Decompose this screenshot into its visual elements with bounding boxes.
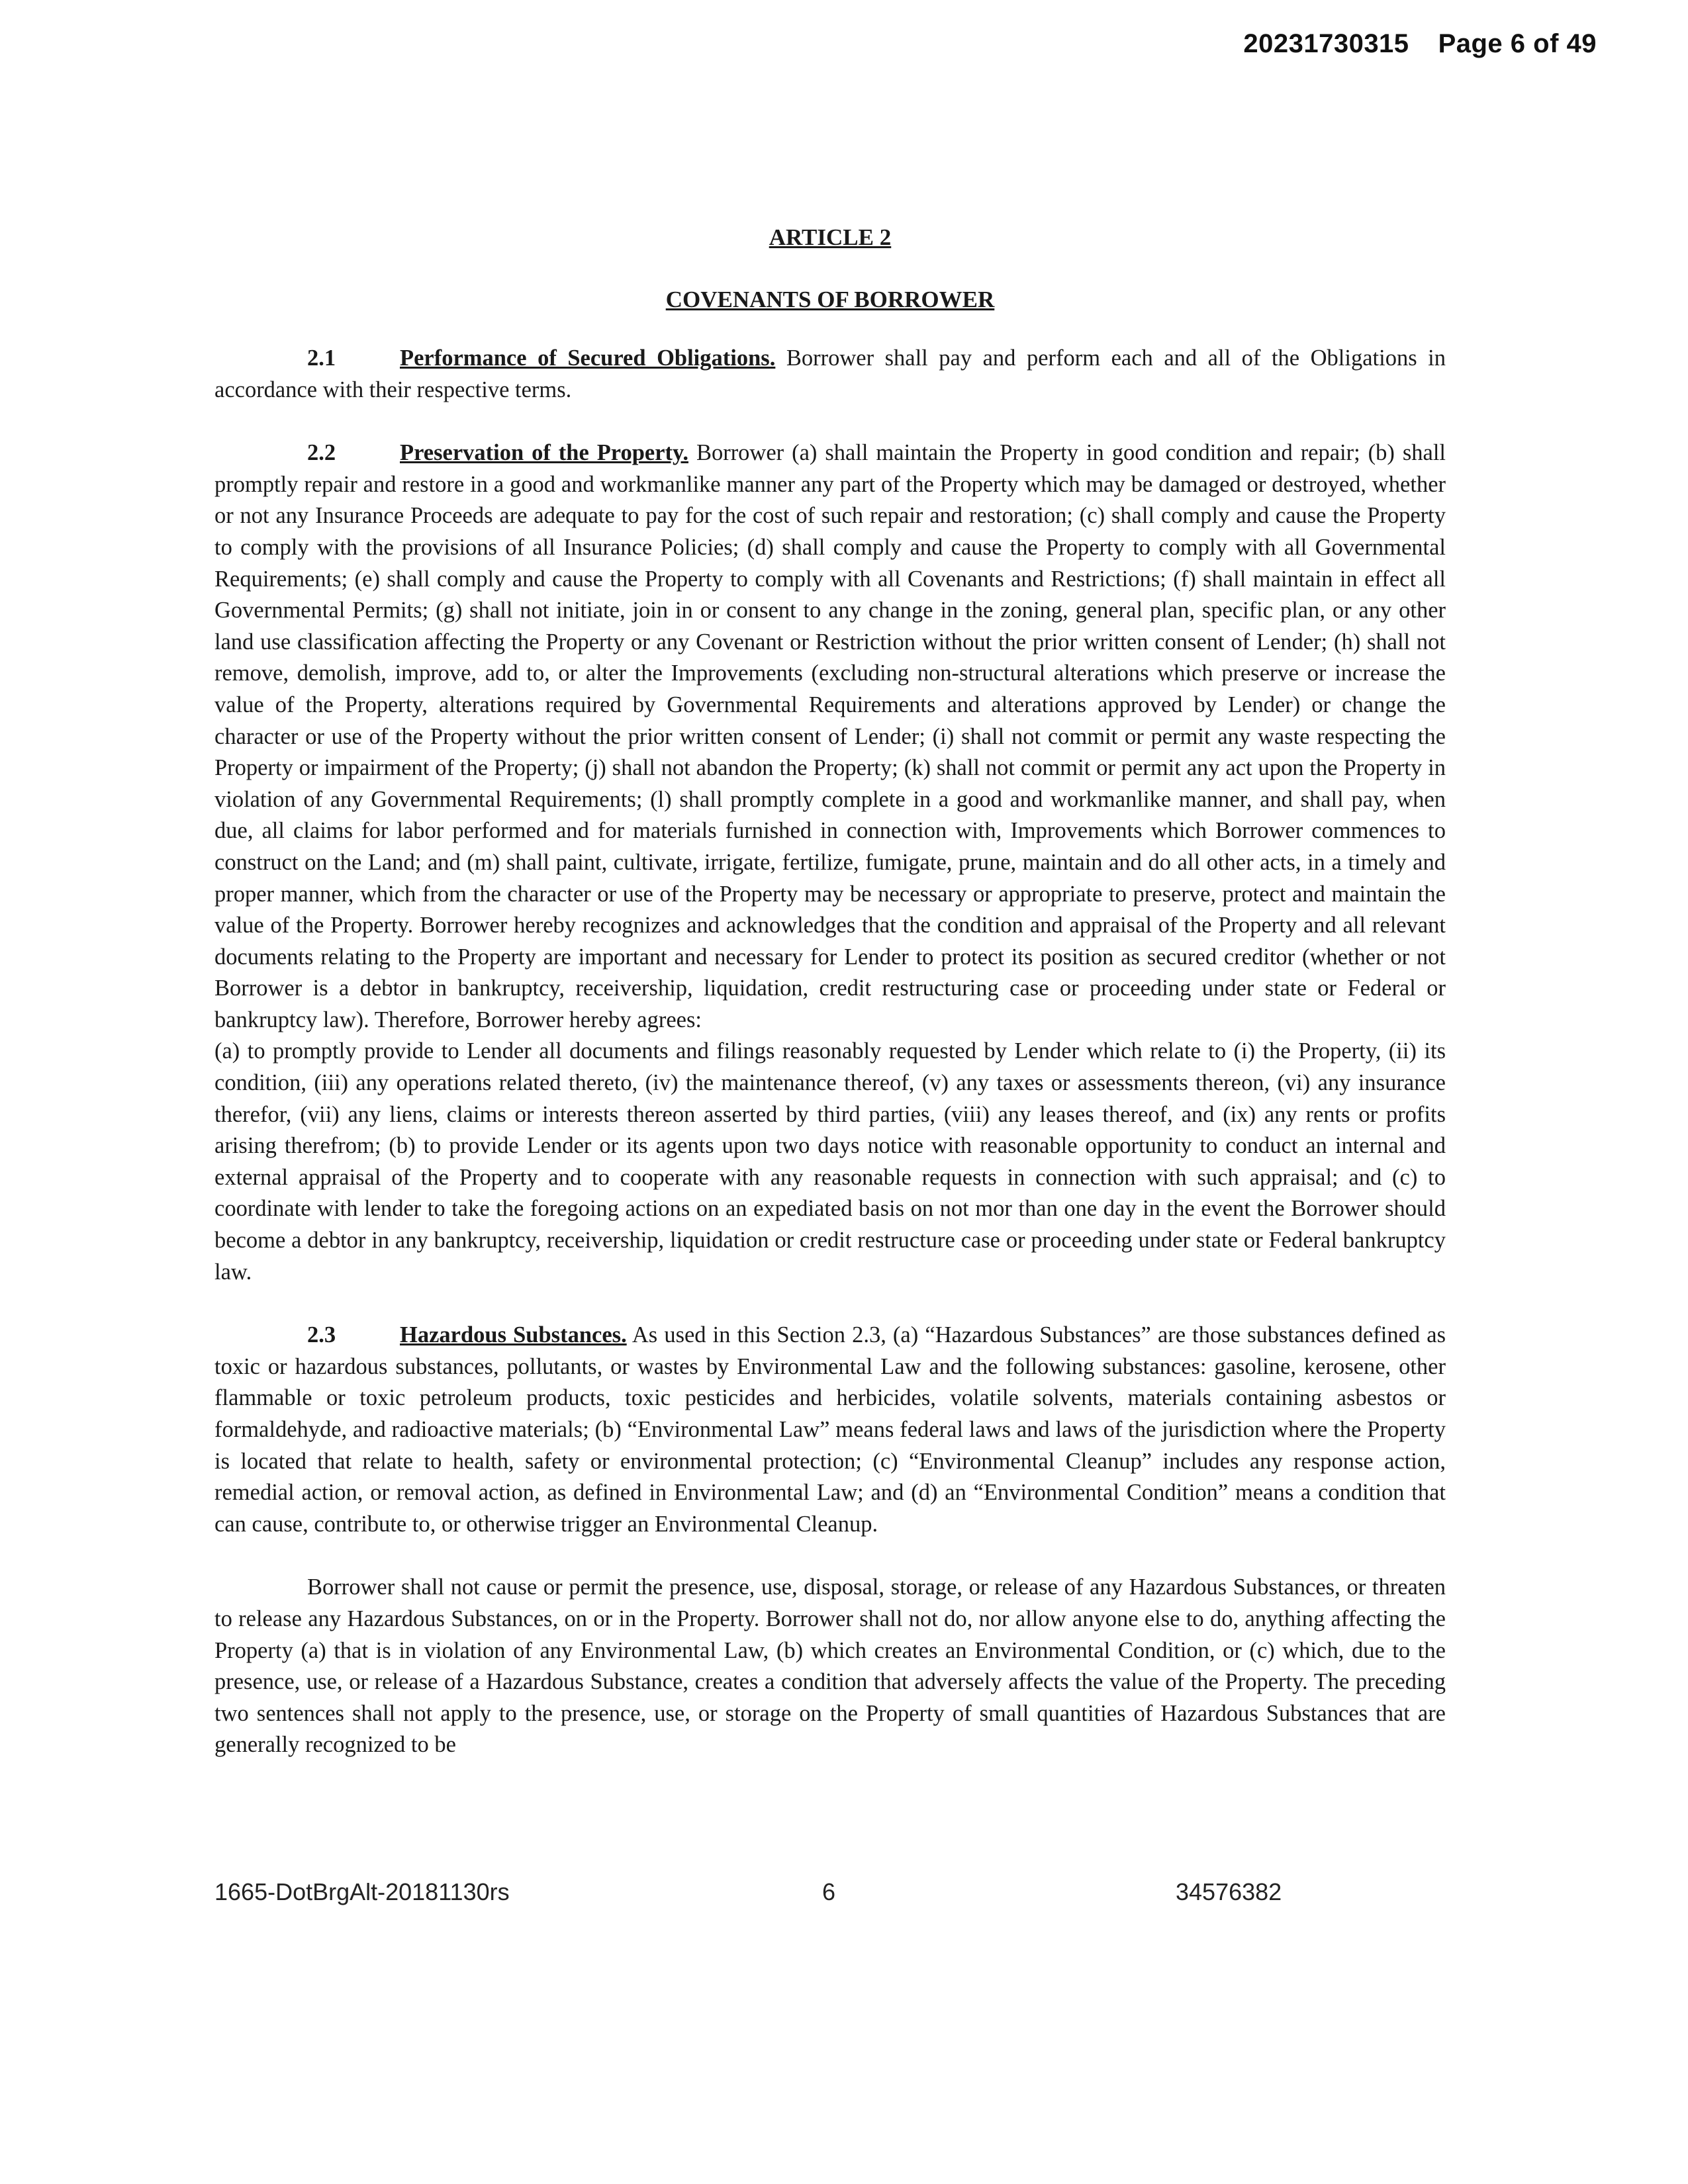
section-2-2-continuation: (a) to promptly provide to Lender all documents and filings reasonably requested by Lender which relate to (i) the Property, (ii) its condition, (iii) any operations related thereto, (iv) the maintenance thereof, (v) any taxes or assessments thereon, (vi) any insurance therefor, (vii) any liens, claims or interests thereon asserted by third parties, (viii) any leases thereof, and (ix) any rents or profits arising therefrom; (b) to provide Lender or its agents upon two days notice with reasonable opportunity to conduct an internal and external appraisal of the Property and to cooperate with any reasonable requests in connection with such appraisal; and (c) to coordinate with lender to take the foregoing actions on an expediated basis on not mor than one day in the event the Borrower should become a debtor in any bankruptcy, receivership, liquidation or credit restructure case or proceeding under state or Federal bankruptcy law. xyxy=(214,1038,1446,1285)
recording-stamp xyxy=(1243,29,1597,59)
recording-number: 20231730315 xyxy=(1243,29,1409,58)
section-2-3 xyxy=(214,1320,1446,1540)
section-heading: Hazardous Substances. xyxy=(400,1322,627,1348)
article-subtitle: COVENANTS OF BORROWER xyxy=(665,287,995,312)
section-number: 2.3 xyxy=(307,1322,336,1348)
section-number: 2.1 xyxy=(307,345,336,371)
page-footer xyxy=(214,1878,1446,1918)
section-heading: Performance of Secured Obligations. xyxy=(400,345,776,371)
footer-page-number: 6 xyxy=(822,1878,836,1905)
page-indicator: Page 6 of 49 xyxy=(1438,29,1597,58)
footer-doc-id: 34576382 xyxy=(1176,1878,1282,1905)
section-heading: Preservation of the Property. xyxy=(400,440,688,466)
section-body: Borrower (a) shall maintain the Property in good condition and repair; (b) shall promptly repair and restore in a good and workmanlike manner any part of the Property which may be damaged or destroyed, whether or not any Insurance Proceeds are adequate to pay for the cost of such repair and restoration; (c) shall comply and cause the Property to comply with the provisions of all Insurance Policies; (d) shall comply and cause the Property to comply with all Governmental Requirements; (e) shall comply and cause the Property to comply with all Covenants and Restrictions; (f) shall maintain in effect all Governmental Permits; (g) shall not initiate, join in or consent to any change in the zoning, general plan, specific plan, or any other land use classification affecting the Property or any Covenant or Restriction without the prior written consent of Lender; (h) shall not remove, demolish, improve, add to, or alter the Improvements (excluding non-structural alterations which preserve or increase the value of the Property, alterations required by Governmental Requirements and alterations approved by Lender) or change the character or use of the Property without the prior written consent of Lender; (i) shall not commit or permit any waste respecting the Property or impairment of the Property; (j) shall not abandon the Property; (k) shall not commit or permit any act upon the Property in violation of any Governmental Requirements; (l) shall promptly complete in a good and workmanlike manner, and shall pay, when due, all claims for labor performed and for materials furnished in connection with, Improvements which Borrower commences to construct on the Land; and (m) shall paint, cultivate, irrigate, fertilize, fumigate, prune, maintain and do all other acts, in a timely and proper manner, which from the character or use of the Property may be necessary or appropriate to preserve, protect and maintain the value of the Property. Borrower hereby recognizes and acknowledges that the condition and appraisal of the Property and all relevant documents relating to the Property are important and necessary for Lender to protect its position as secured creditor (whether or not Borrower is a debtor in bankruptcy, receivership, liquidation, credit restructuring case or proceeding under state or Federal or bankruptcy law). Therefore, Borrower hereby agrees: xyxy=(214,440,1446,1032)
document-body xyxy=(214,218,1446,1761)
section-2-2 xyxy=(214,437,1446,1036)
section-number: 2.2 xyxy=(307,440,336,466)
section-body: Borrower shall pay and perform each and all of the Obligations in accordance with their respective terms. xyxy=(214,345,1446,402)
section-2-1 xyxy=(214,343,1446,406)
footer-doc-code: 1665-DotBrgAlt-20181130rs xyxy=(214,1878,510,1905)
article-title: ARTICLE 2 xyxy=(769,224,892,250)
section-body: As used in this Section 2.3, (a) “Hazardous Substances” are those substances defined as toxic or hazardous substances, pollutants, or wastes by Environmental Law and the following substances: gasoline, kerosene, other flammable or toxic petroleum products, toxic pesticides and herbicides, volatile solvents, materials containing asbestos or formaldehyde, and radioactive materials; (b) “Environmental Law” means federal laws and laws of the jurisdiction where the Property is located that relate to health, safety or environmental protection; (c) “Environmental Cleanup” includes any response action, remedial action, or removal action, as defined in Environmental Law; and (d) an “Environmental Condition” means a condition that can cause, contribute to, or otherwise trigger an Environmental Cleanup. xyxy=(214,1322,1446,1537)
section-2-3-paragraph-2: Borrower shall not cause or permit the presence, use, disposal, storage, or release of any Hazardous Substances, or threaten to release any Hazardous Substances, on or in the Property. Borrower shall not do, nor allow anyone else to do, anything affecting the Property (a) that is in violation of any Environmental Law, (b) which creates an Environmental Condition, or (c) which, due to the presence, use, or release of a Hazardous Substance, creates a condition that adversely affects the value of the Property. The preceding two sentences shall not apply to the presence, use, or storage on the Property of small quantities of Hazardous Substances that are generally recognized to be xyxy=(214,1574,1446,1758)
